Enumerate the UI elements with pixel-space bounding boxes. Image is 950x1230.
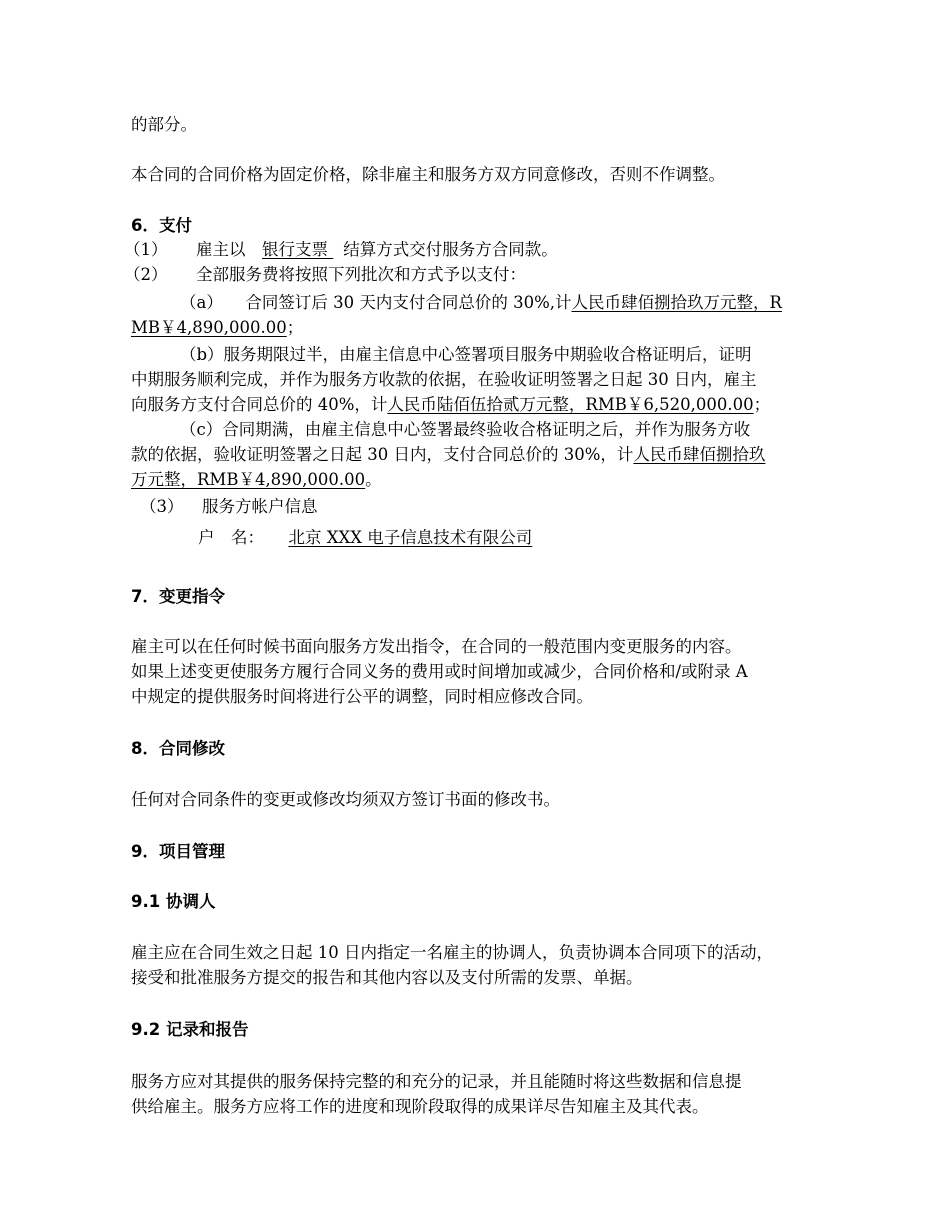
fixed-price-paragraph: 本合同的合同价格为固定价格，除非雇主和服务方双方同意修改，否则不作调整。	[131, 165, 725, 184]
section-9-2-line-1: 服务方应对其提供的服务保持完整的和充分的记录，并且能随时将这些数据和信息提	[131, 1072, 742, 1091]
installment-a-line-2	[131, 318, 303, 338]
account-name-value: 北京 XXX 电子信息技术有限公司	[288, 528, 533, 547]
installment-a-amount-2: MB￥4,890,000.00	[131, 318, 287, 337]
installment-a-amount-1: 人民币肆佰捌拾玖万元整，R	[571, 293, 782, 312]
installment-c-line-3	[131, 470, 382, 490]
item-2-text: 全部服务费将按照下列批次和方式予以支付：	[196, 265, 526, 284]
section-9-2-heading: 9.2 记录和报告	[131, 1020, 249, 1039]
account-name-row	[198, 528, 532, 548]
installment-a-line-1	[180, 293, 782, 313]
section-7-heading: 7．变更指令	[131, 587, 225, 606]
installment-a-end: ；	[286, 318, 304, 337]
section-6-heading: 6．支付	[131, 216, 192, 235]
section-7-line-1: 雇主可以在任何时候书面向服务方发出指令，在合同的一般范围内变更服务的内容。	[131, 637, 742, 656]
item-1-post-text: 结算方式交付服务方合同款。	[343, 240, 558, 259]
payment-item-2	[124, 265, 526, 285]
section-9-1-line-2: 接受和批准服务方提交的报告和其他内容以及支付所需的发票、单据。	[131, 968, 643, 987]
item-3-text: 服务方帐户信息	[202, 497, 318, 516]
installment-b-line-3	[131, 395, 770, 415]
continuation-text: 的部分。	[131, 115, 197, 134]
section-9-1-line-1: 雇主应在合同生效之日起 10 日内指定一名雇主的协调人，负责协调本合同项下的活动，	[131, 943, 773, 962]
installment-c-line-1: （c）合同期满，由雇主信息中心签署最终验收合格证明之后，并作为服务方收	[180, 420, 751, 439]
installment-a-label: （a）	[180, 293, 223, 312]
section-7-line-3: 中规定的提供服务时间将进行公平的调整，同时相应修改合同。	[131, 687, 593, 706]
installment-b-end: ；	[753, 395, 771, 414]
installment-c-text: 款的依据，验收证明签署之日起 30 日内，支付合同总价的 30%，计	[131, 445, 634, 464]
section-7-line-2: 如果上述变更使服务方履行合同义务的费用或时间增加或减少，合同价格和/或附录 A	[131, 662, 748, 681]
account-name-label: 户 名：	[198, 528, 264, 547]
installment-c-end: 。	[365, 470, 382, 489]
section-8-line-1: 任何对合同条件的变更或修改均须双方签订书面的修改书。	[131, 790, 560, 809]
section-9-heading: 9．项目管理	[131, 842, 225, 861]
installment-c-amount-1: 人民币肆佰捌拾玖	[633, 445, 766, 464]
installment-c-amount-2: 万元整，RMB￥4,890,000.00	[131, 470, 366, 489]
item-1-pre-text: 雇主以	[196, 240, 246, 259]
installment-b-line-1: （b）服务期限过半，由雇主信息中心签署项目服务中期验收合格证明后，证明	[180, 345, 752, 364]
installment-c-line-2	[131, 445, 765, 465]
item-3-number: （3）	[140, 497, 184, 516]
section-9-1-heading: 9.1 协调人	[131, 892, 216, 911]
installment-b-amount: 人民币陆佰伍拾贰万元整，RMB￥6,520,000.00	[387, 395, 754, 414]
section-9-2-line-2: 供给雇主。服务方应将工作的进度和现阶段取得的成果详尽告知雇主及其代表。	[131, 1097, 709, 1116]
payment-item-1	[124, 240, 558, 260]
item-1-number: （1）	[124, 240, 168, 259]
section-8-heading: 8．合同修改	[131, 739, 225, 758]
payment-item-3	[140, 497, 318, 517]
installment-a-text: 合同签订后 30 天内支付合同总价的 30%,计	[245, 293, 572, 312]
item-2-number: （2）	[124, 265, 168, 284]
installment-b-text: 向服务方支付合同总价的 40%，计	[131, 395, 388, 414]
installment-b-line-2: 中期服务顺利完成，并作为服务方收款的依据，在验收证明签署之日起 30 日内，雇主	[131, 370, 757, 389]
payment-method: 银行支票	[262, 240, 334, 259]
